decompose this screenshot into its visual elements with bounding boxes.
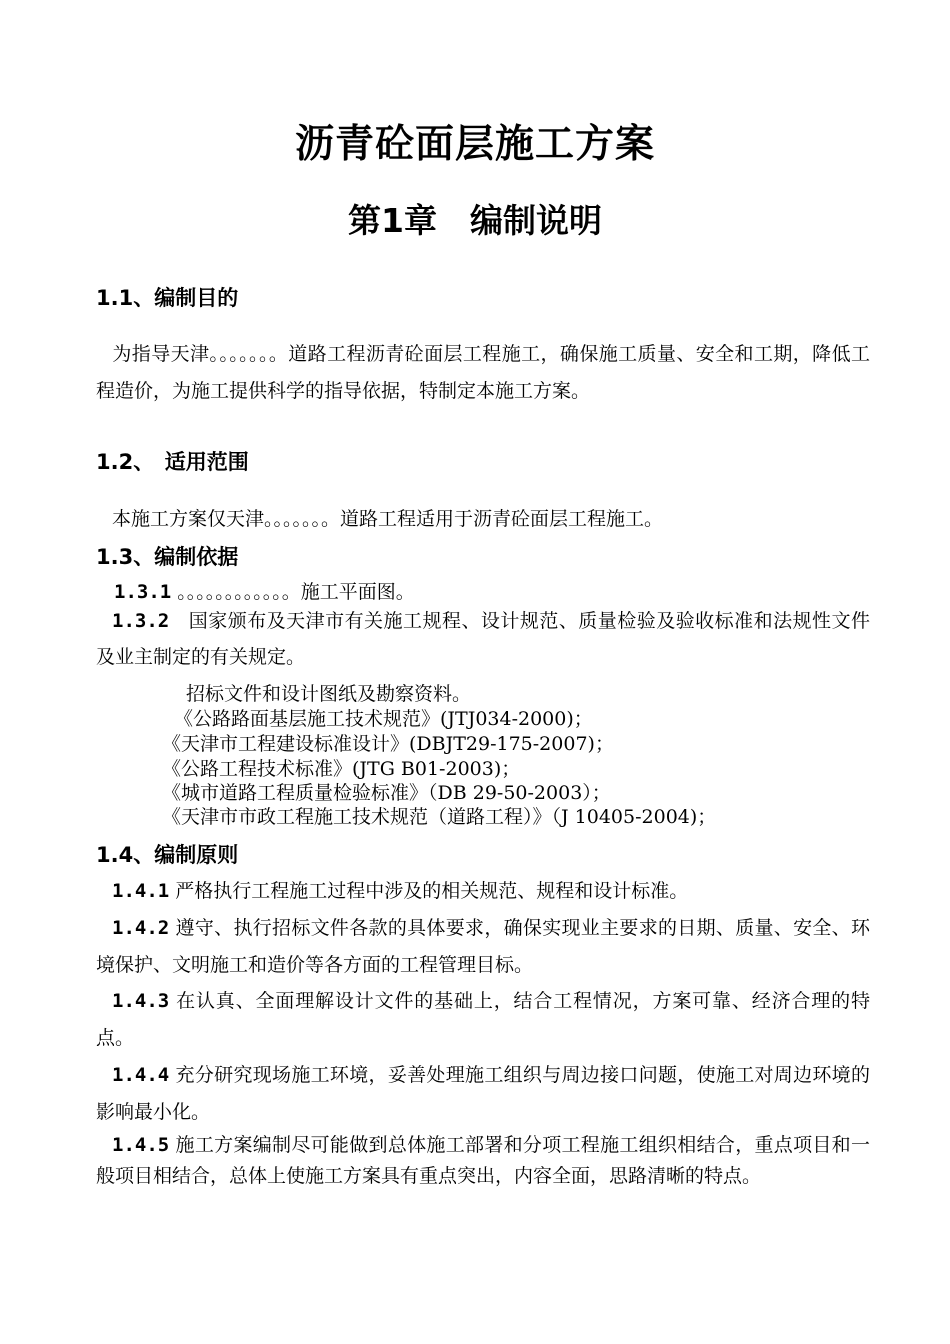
basis-item-number: 1.3.1 (114, 581, 172, 603)
principle-item-text: 施工方案编制尽可能做到总体施工部署和分项工程施工组织相结合，重点项目和一般项目相结合，总体上使施工方案具有重点突出，内容全面，思路清晰的特点。 (96, 1134, 870, 1187)
reference-item: 招标文件和设计图纸及勘察资料。 (186, 683, 472, 705)
section-heading-1-3: 1.3、编制依据 (96, 545, 239, 569)
section-body-1-2 (96, 501, 870, 538)
basis-item-1-3-2 (96, 603, 870, 675)
principle-item-text: 在认真、全面理解设计文件的基础上，结合工程情况，方案可靠、经济合理的特点。 (96, 990, 870, 1049)
principle-item-number: 1.4.5 (112, 1134, 170, 1156)
section-heading-1-4: 1.4、编制原则 (96, 843, 239, 867)
principle-item-1-4-3 (96, 983, 870, 1057)
reference-item: 《天津市工程建设标准设计》(DBJT29-175-2007)； (162, 733, 614, 755)
section-heading-1-1: 1.1、编制目的 (96, 286, 239, 310)
basis-item-text: 国家颁布及天津市有关施工规程、设计规范、质量检验及验收标准和法规性文件及业主制定的有关规定。 (96, 610, 870, 668)
basis-item-number: 1.3.2 (112, 610, 170, 632)
basis-item-1-3-1 (114, 579, 415, 605)
principle-item-1-4-5 (96, 1130, 870, 1192)
principle-item-1-4-4 (96, 1057, 870, 1131)
basis-item-text: 。。。。。。。。。。。。施工平面图。 (177, 581, 415, 603)
reference-item: 《城市道路工程质量检验标准》（DB 29-50-2003）； (162, 782, 611, 804)
reference-item: 《天津市市政工程施工技术规范（道路工程）》（J 10405-2004)； (162, 806, 717, 828)
section-body-1-2-text: 本施工方案仅天津。。。。。。。道路工程适用于沥青砼面层工程施工。 (112, 508, 664, 530)
section-body-1-1-text: 为指导天津。。。。。。。道路工程沥青砼面层工程施工，确保施工质量、安全和工期，降低工程造价，为施工提供科学的指导依据，特制定本施工方案。 (96, 343, 870, 402)
section-body-1-1 (96, 336, 870, 410)
principle-item-text: 遵守、执行招标文件各款的具体要求，确保实现业主要求的日期、质量、安全、环境保护、文明施工和造价等各方面的工程管理目标。 (96, 917, 870, 976)
document-title: 沥青砼面层施工方案 (294, 122, 655, 167)
chapter-heading: 第1章 编制说明 (348, 201, 602, 240)
reference-item: 《公路路面基层施工技术规范》(JTJ034-2000)； (174, 708, 593, 730)
principle-item-number: 1.4.1 (112, 880, 170, 902)
principle-item-1-4-1 (96, 873, 870, 910)
principle-item-number: 1.4.3 (112, 990, 170, 1012)
principle-item-text: 严格执行工程施工过程中涉及的相关规范、规程和设计标准。 (175, 880, 689, 902)
principle-item-number: 1.4.4 (112, 1064, 170, 1086)
principle-item-text: 充分研究现场施工环境，妥善处理施工组织与周边接口问题，使施工对周边环境的影响最小化。 (96, 1064, 870, 1123)
principle-item-number: 1.4.2 (112, 917, 170, 939)
section-heading-1-2: 1.2、 适用范围 (96, 450, 249, 474)
reference-item: 《公路工程技术标准》(JTG B01-2003)； (162, 758, 521, 780)
principle-item-1-4-2 (96, 910, 870, 984)
